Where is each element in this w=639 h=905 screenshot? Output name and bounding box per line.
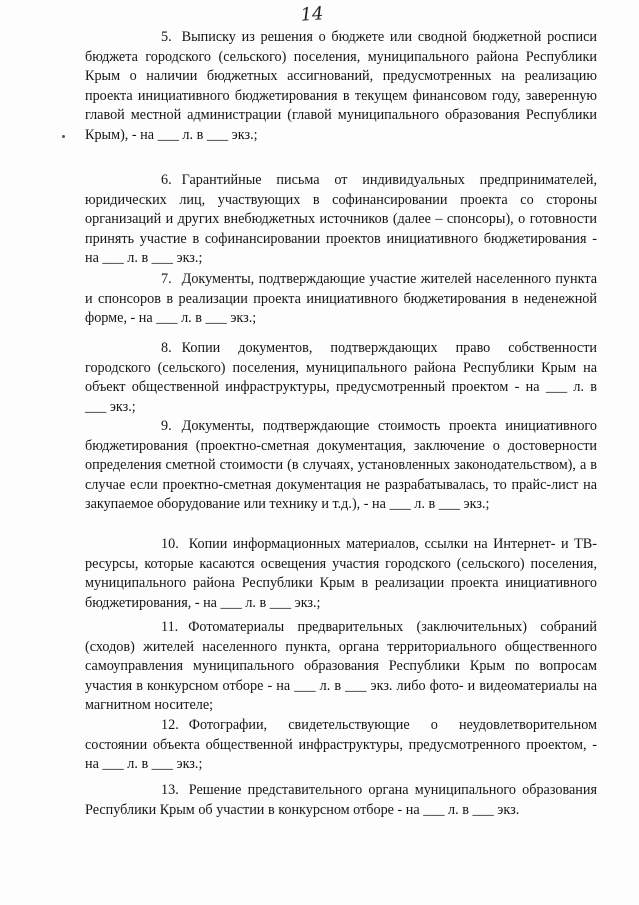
page-number: 14 <box>299 3 325 26</box>
item-number: 8. <box>161 340 172 356</box>
list-item-6 <box>85 171 597 269</box>
list-item-10 <box>85 535 597 613</box>
item-text: Документы, подтверждающие стоимость проекта инициативного бюджетирования (проектно-сметная документация, заключение о достоверности определения сметной стоимости (в случаях, установленных законодательством), а в случае если проектно-сметная документация не разрабатывалась, то прайс-лист на закупаемое оборудование или технику и т.д.), - на ___ л. в ___ экз.; <box>85 418 597 512</box>
item-number: 5. <box>161 29 172 45</box>
scan-mark <box>62 135 65 138</box>
list-item-5 <box>85 28 597 145</box>
item-number: 10. <box>161 536 179 552</box>
list-item-13 <box>85 781 597 820</box>
item-text: Выписку из решения о бюджете или сводной бюджетной росписи бюджета городского (сельского) поселения, муниципального района Республики Крым о наличии бюджетных ассигнований, предусмотренных на реализацию проекта инициативного бюджетирования в текущем финансовом году, заверенную главой местной администрации (главой муниципального образования Республики Крым), - на ___ л. в ___ экз.; <box>85 29 597 143</box>
list-item-7 <box>85 270 597 329</box>
item-text: Гарантийные письма от индивидуальных предпринимателей, юридических лиц, участвующих в софинансировании проекта со стороны организаций и других внебюджетных источников (далее – спонсоры), о готовности принять участие в софинансировании проектов инициативного бюджетирования - на ___ л. в ___ экз.; <box>85 172 597 266</box>
item-text: Решение представительного органа муниципального образования Республики Крым об участии в конкурсном отборе - на ___ л. в ___ экз. <box>85 782 597 818</box>
list-item-12 <box>85 716 597 775</box>
item-text: Документы, подтверждающие участие жителей населенного пункта и спонсоров в реализации проекта инициативного бюджетирования в неденежной форме, - на ___ л. в ___ экз.; <box>85 271 597 326</box>
list-item-11 <box>85 618 597 716</box>
item-number: 6. <box>161 172 172 188</box>
item-number: 7. <box>161 271 172 287</box>
list-item-8 <box>85 339 597 417</box>
list-item-9 <box>85 417 597 515</box>
item-number: 9. <box>161 418 172 434</box>
item-number: 13. <box>161 782 179 798</box>
item-text: Копии информационных материалов, ссылки на Интернет- и ТВ-ресурсы, которые касаются освещения участия городского (сельского) поселения, муниципального района Республики Крым в реализации проекта инициативного бюджетирования, - на ___ л. в ___ экз.; <box>85 536 597 611</box>
item-number: 12. <box>161 717 179 733</box>
item-number: 11. <box>161 619 179 635</box>
item-text: Фотоматериалы предварительных (заключительных) собраний (сходов) жителей населенного пункта, органа территориального общественного самоуправления муниципального образования Республики Крым по вопросам участия в конкурсном отборе - на ___ л. в ___ экз. либо фото- и видеоматериалы на магнитном носителе; <box>85 619 597 713</box>
item-text: Копии документов, подтверждающих право собственности городского (сельского) поселения, муниципального района Республики Крым на объект общественной инфраструктуры, предусмотренный проектом - на ___ л. в ___ экз.; <box>85 340 597 415</box>
item-text: Фотографии, свидетельствующие о неудовлетворительном состоянии объекта общественной инфраструктуры, предусмотренного проектом, - на ___ л. в ___ экз.; <box>85 717 597 772</box>
